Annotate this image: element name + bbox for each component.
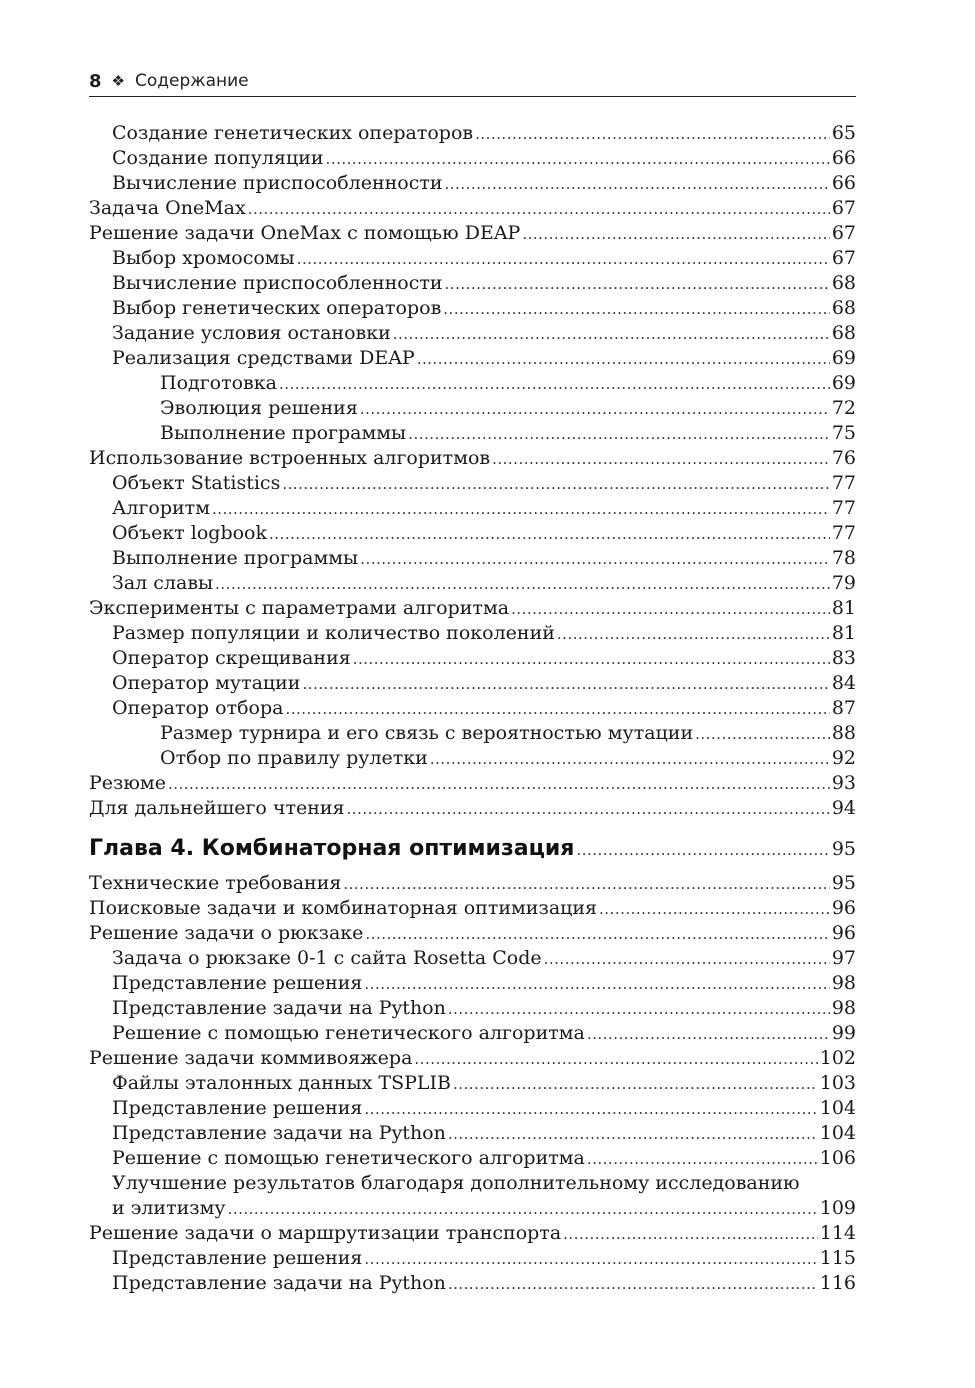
toc-entry-page: 95 <box>831 872 856 894</box>
leader-dots <box>343 872 829 897</box>
toc-entry-title: Эксперименты с параметрами алгоритма <box>89 597 510 619</box>
toc-entry-page: 67 <box>831 222 856 244</box>
toc-entry-page: 106 <box>819 1147 856 1169</box>
toc-entry-page: 69 <box>831 372 856 394</box>
toc-entry-title: Отбор по правилу рулетки <box>160 747 428 769</box>
toc-entry-title: Размер популяции и количество поколений <box>112 622 555 644</box>
toc-entry[interactable] <box>89 1121 856 1146</box>
toc-entry-title: Поисковые задачи и комбинаторная оптимизация <box>89 897 598 919</box>
toc-entry[interactable] <box>89 421 856 446</box>
leader-dots <box>364 1097 817 1122</box>
toc-entry-title: Представление задачи на Python <box>112 1272 446 1294</box>
toc-entry-page: 67 <box>831 247 856 269</box>
toc-entry-page: 83 <box>831 647 856 669</box>
toc-entry-title: Оператор мутации <box>112 672 301 694</box>
toc-entry[interactable] <box>89 471 856 496</box>
toc-entry-page: 96 <box>831 897 856 919</box>
leader-dots <box>364 972 829 997</box>
leader-dots <box>557 622 830 647</box>
leader-dots <box>448 997 830 1022</box>
toc-entry-page: 81 <box>831 597 856 619</box>
toc-entry-title: Представление решения <box>112 972 363 994</box>
toc-entry-page: 79 <box>831 572 856 594</box>
toc-entry-title: Вычисление приспособленности <box>112 172 443 194</box>
toc-entry[interactable] <box>89 546 856 571</box>
toc-section-chapter-3 <box>89 121 856 821</box>
leader-dots <box>212 497 830 522</box>
toc-entry[interactable] <box>89 271 856 296</box>
toc-entry-title: Задание условия остановки <box>112 322 391 344</box>
toc-entry-title: Алгоритм <box>112 497 210 519</box>
toc-entry-title: Выполнение программы <box>160 422 407 444</box>
toc-entry[interactable] <box>89 296 856 321</box>
toc-entry-page: 93 <box>831 772 856 794</box>
toc-entry-page: 76 <box>831 447 856 469</box>
toc-entry[interactable] <box>89 321 856 346</box>
toc-entry-title: Размер турнира и его связь с вероятностью мутации <box>160 722 694 744</box>
leader-dots <box>443 297 830 322</box>
toc-entry[interactable] <box>89 1071 856 1096</box>
toc-entry-page: 92 <box>831 747 856 769</box>
toc-entry[interactable] <box>89 121 856 146</box>
toc-entry-title: Выбор хромосомы <box>112 247 295 269</box>
leader-dots <box>445 272 830 297</box>
chapter-page: 95 <box>831 838 856 860</box>
toc-entry[interactable] <box>89 946 856 971</box>
toc-entry-title: Задача OneMax <box>89 197 246 219</box>
toc-entry-title: Объект Statistics <box>112 472 281 494</box>
toc-entry-page: 98 <box>831 997 856 1019</box>
toc-entry-page: 77 <box>831 522 856 544</box>
leader-dots <box>414 1047 817 1072</box>
toc-entry-title: Зал славы <box>112 572 214 594</box>
toc-entry-page: 116 <box>819 1272 856 1294</box>
toc-entry[interactable] <box>89 621 856 646</box>
toc-entry-page: 87 <box>831 697 856 719</box>
leader-dots <box>365 922 829 947</box>
toc-entry-title: Решение задачи OneMax с помощью DEAP <box>89 222 521 244</box>
toc-chapter-heading[interactable] <box>89 834 856 864</box>
leader-dots <box>587 1147 818 1172</box>
toc-entry-title: Создание генетических операторов <box>112 122 474 144</box>
toc-entry[interactable] <box>89 1021 856 1046</box>
toc-entry[interactable] <box>89 971 856 996</box>
toc-entry-title: Улучшение результатов благодаря дополнительному исследованию <box>112 1172 800 1194</box>
toc-entry-page: 78 <box>831 547 856 569</box>
toc-entry[interactable] <box>89 646 856 671</box>
toc-entry[interactable] <box>89 1146 856 1171</box>
toc-entry-page: 104 <box>819 1097 856 1119</box>
toc-entry-page: 75 <box>831 422 856 444</box>
toc-entry-page: 99 <box>831 1022 856 1044</box>
toc-entry[interactable] <box>89 746 856 771</box>
leader-dots <box>576 835 829 865</box>
leader-dots <box>353 647 830 672</box>
toc-entry[interactable] <box>89 171 856 196</box>
toc-entry-title: Представление задачи на Python <box>112 1122 446 1144</box>
ornament-icon: ❖ <box>111 72 125 90</box>
toc-entry[interactable] <box>89 246 856 271</box>
toc-entry-page: 67 <box>831 197 856 219</box>
toc-entry-page: 98 <box>831 972 856 994</box>
toc-entry-page: 81 <box>831 622 856 644</box>
leader-dots <box>393 322 830 347</box>
toc-entry-page: 77 <box>831 497 856 519</box>
toc-entry[interactable] <box>89 371 856 396</box>
leader-dots <box>269 522 830 547</box>
toc-entry-page: 72 <box>831 397 856 419</box>
toc-entry-page: 97 <box>831 947 856 969</box>
toc-entry-title: Оператор скрещивания <box>112 647 351 669</box>
leader-dots <box>408 422 830 447</box>
toc-entry-title: Задача о рюкзаке 0-1 с сайта Rosetta Code <box>112 947 542 969</box>
toc-entry-page: 114 <box>819 1222 856 1244</box>
toc-entry-page: 65 <box>831 122 856 144</box>
toc-entry[interactable] <box>89 1221 856 1246</box>
toc-entry-title: Оператор отбора <box>112 697 284 719</box>
toc-entry-page: 66 <box>831 147 856 169</box>
leader-dots <box>475 122 830 147</box>
leader-dots <box>279 372 830 397</box>
running-header-title: Содержание <box>134 71 249 91</box>
toc-entry-title: Технические требования <box>89 872 342 894</box>
toc-entry-title: Реализация средствами DEAP <box>112 347 415 369</box>
toc-entry-page: 102 <box>819 1047 856 1069</box>
toc-entry-title: Решение с помощью генетического алгоритма <box>112 1147 585 1169</box>
leader-dots <box>215 572 830 597</box>
toc-entry-page: 68 <box>831 322 856 344</box>
toc-entry[interactable] <box>89 871 856 896</box>
toc-entry[interactable] <box>89 596 856 621</box>
toc-entry-page: 104 <box>819 1122 856 1144</box>
leader-dots <box>448 1122 818 1147</box>
leader-dots <box>563 1222 818 1247</box>
toc-entry-title: Вычисление приспособленности <box>112 272 443 294</box>
toc-entry-page: 103 <box>819 1072 856 1094</box>
toc-entry[interactable] <box>89 896 856 921</box>
page-number: 8 <box>89 70 102 92</box>
toc-entry-title: Эволюция решения <box>160 397 358 419</box>
toc-entry-title: Использование встроенных алгоритмов <box>89 447 491 469</box>
toc-entry-title: Выбор генетических операторов <box>112 297 442 319</box>
toc-entry-page: 69 <box>831 347 856 369</box>
toc-entry[interactable] <box>89 1171 856 1196</box>
toc-entry[interactable] <box>89 196 856 221</box>
toc-entry-title: Представление решения <box>112 1097 363 1119</box>
toc-entry[interactable] <box>89 1246 856 1271</box>
toc-entry-title: Представление задачи на Python <box>112 997 446 1019</box>
leader-dots <box>587 1022 830 1047</box>
toc-entry[interactable] <box>89 146 856 171</box>
table-of-contents <box>89 121 856 1296</box>
toc-entry[interactable] <box>89 771 856 796</box>
leader-dots <box>448 1272 818 1297</box>
toc-entry[interactable] <box>89 671 856 696</box>
toc-entry-page: 84 <box>831 672 856 694</box>
leader-dots <box>168 772 830 797</box>
toc-entry-title: Решение задачи о рюкзаке <box>89 922 364 944</box>
toc-entry-page: 66 <box>831 172 856 194</box>
toc-entry[interactable] <box>89 1271 856 1296</box>
toc-entry-title: Решение задачи о маршрутизации транспорта <box>89 1222 562 1244</box>
toc-section-chapter-4 <box>89 871 856 1296</box>
toc-entry-page: 109 <box>819 1197 856 1219</box>
toc-entry-title: Выполнение программы <box>112 547 359 569</box>
leader-dots <box>248 197 830 222</box>
toc-entry[interactable] <box>89 796 856 821</box>
toc-entry[interactable] <box>89 1096 856 1121</box>
toc-entry[interactable] <box>89 696 856 721</box>
toc-entry-page: 115 <box>819 1247 856 1269</box>
toc-entry[interactable] <box>89 721 856 746</box>
toc-entry-page: 68 <box>831 272 856 294</box>
leader-dots <box>453 1072 818 1097</box>
toc-entry-page: 77 <box>831 472 856 494</box>
leader-dots <box>360 547 830 572</box>
toc-entry[interactable] <box>89 496 856 521</box>
toc-entry[interactable] <box>89 921 856 946</box>
leader-dots <box>544 947 830 972</box>
toc-entry-page: 88 <box>831 722 856 744</box>
toc-entry[interactable] <box>89 346 856 371</box>
toc-entry[interactable] <box>89 996 856 1021</box>
leader-dots <box>511 597 830 622</box>
toc-entry[interactable] <box>89 446 856 471</box>
leader-dots <box>302 672 829 697</box>
toc-entry-title: Файлы эталонных данных TSPLIB <box>112 1072 451 1094</box>
toc-entry-page: 94 <box>831 797 856 819</box>
leader-dots <box>430 747 830 772</box>
toc-entry-title: Представление решения <box>112 1247 363 1269</box>
leader-dots <box>364 1247 817 1272</box>
toc-entry[interactable] <box>89 221 856 246</box>
leader-dots <box>492 447 830 472</box>
toc-entry-title: Резюме <box>89 772 166 794</box>
leader-dots <box>347 797 830 822</box>
toc-entry-title: Решение задачи коммивояжера <box>89 1047 413 1069</box>
leader-dots <box>695 722 830 747</box>
toc-entry[interactable] <box>89 396 856 421</box>
running-header <box>89 66 856 97</box>
leader-dots <box>285 697 829 722</box>
chapter-title: Глава 4. Комбинаторная оптимизация <box>89 836 575 861</box>
toc-entry-title: Подготовка <box>160 372 277 394</box>
leader-dots <box>360 397 830 422</box>
leader-dots <box>445 172 830 197</box>
leader-dots <box>282 472 829 497</box>
toc-entry-title: Решение с помощью генетического алгоритма <box>112 1022 585 1044</box>
leader-dots <box>599 897 830 922</box>
leader-dots <box>417 347 830 372</box>
toc-entry-title: Создание популяции <box>112 147 324 169</box>
toc-entry[interactable] <box>89 521 856 546</box>
leader-dots <box>326 147 830 172</box>
toc-entry-page: 68 <box>831 297 856 319</box>
toc-entry-title: Объект logbook <box>112 522 268 544</box>
toc-entry[interactable] <box>89 1046 856 1071</box>
toc-entry-page: 96 <box>831 922 856 944</box>
toc-entry-title: и элитизму <box>112 1197 226 1219</box>
leader-dots <box>228 1197 818 1222</box>
toc-entry[interactable] <box>89 1196 856 1221</box>
toc-entry-title: Для дальнейшего чтения <box>89 797 345 819</box>
toc-entry[interactable] <box>89 571 856 596</box>
leader-dots <box>297 247 830 272</box>
leader-dots <box>522 222 829 247</box>
